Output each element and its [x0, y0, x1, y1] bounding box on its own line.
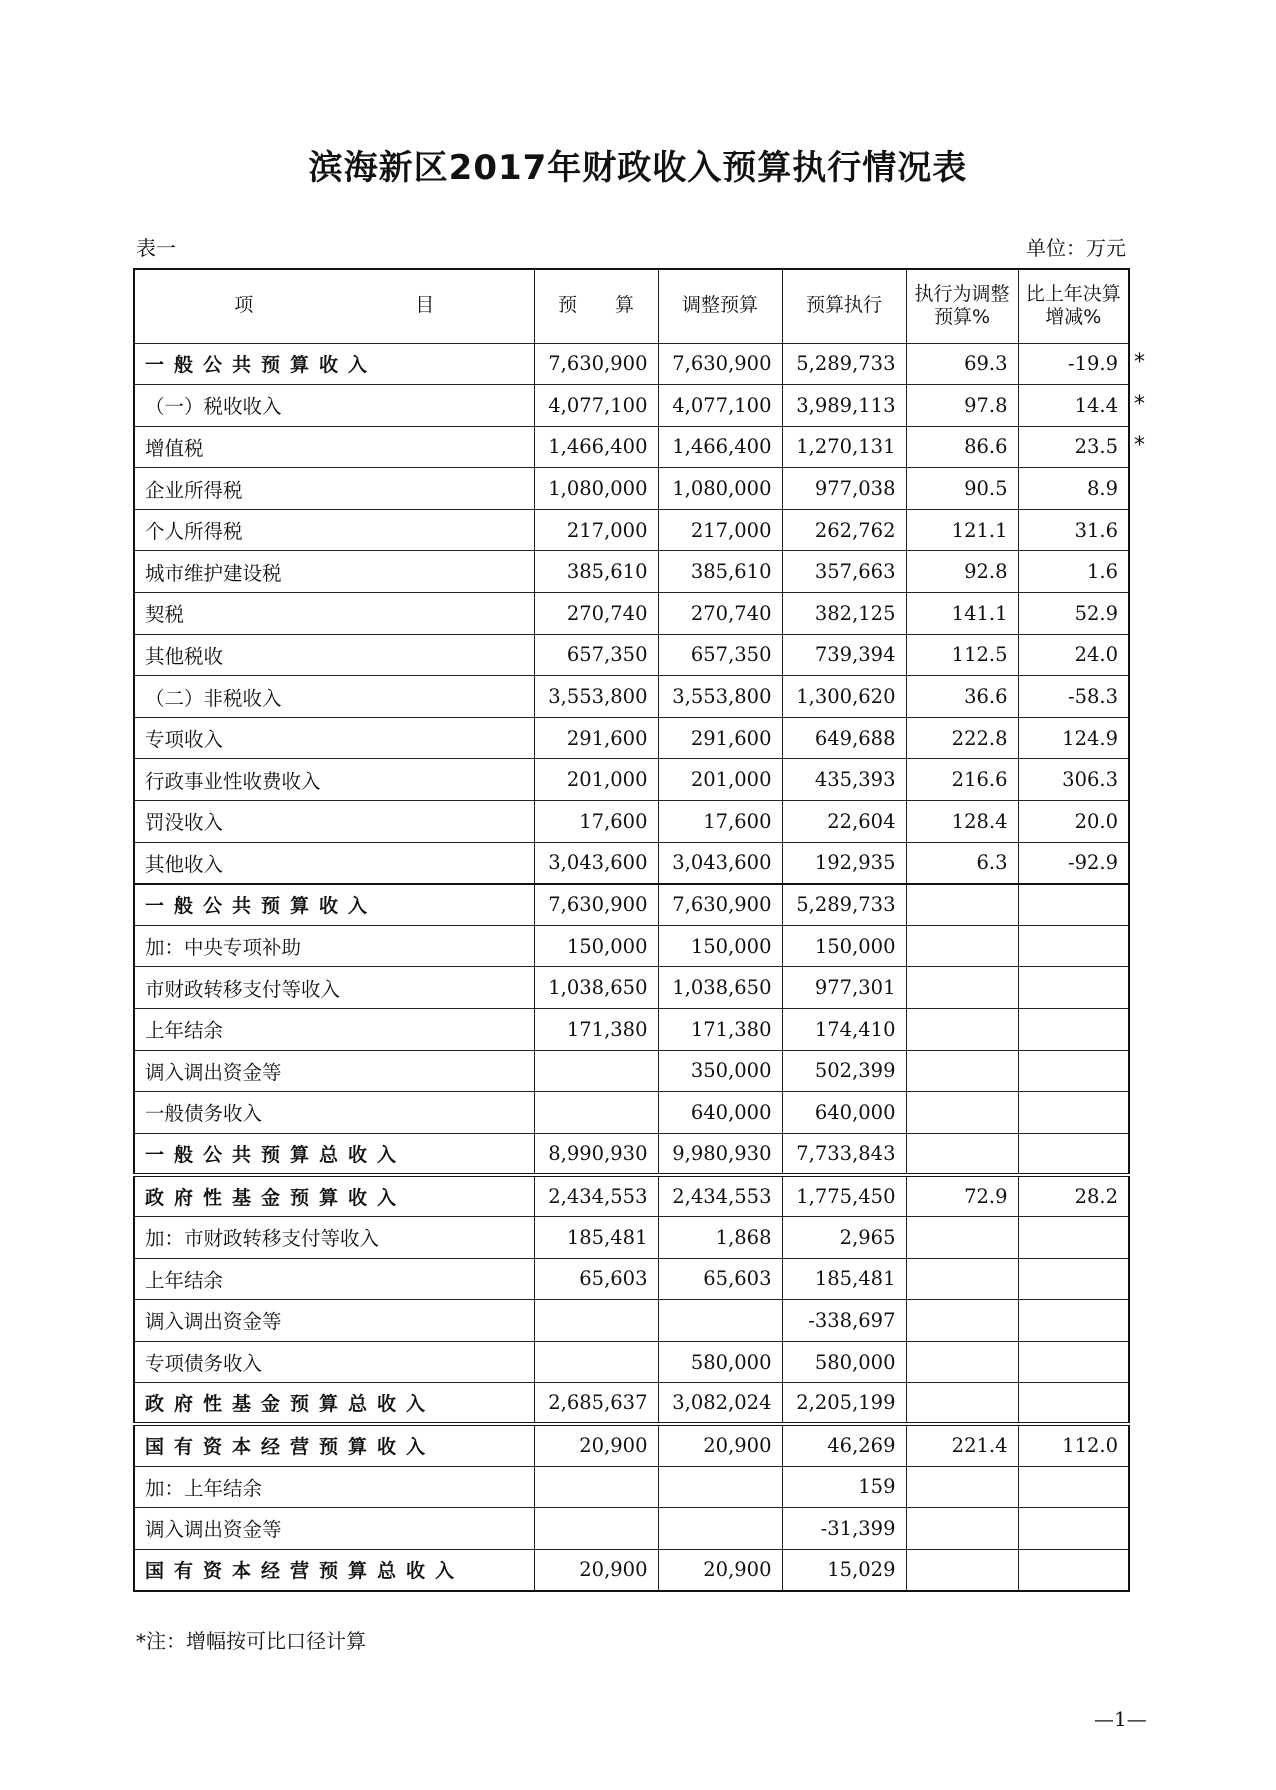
table-row [134, 1300, 1129, 1342]
cell-change: -58.3 [1018, 676, 1129, 718]
cell-adjusted: 171,380 [658, 1009, 782, 1051]
cell-budget: 4,077,100 [534, 385, 658, 427]
page-title: 滨海新区2017年财政收入预算执行情况表 [308, 148, 968, 188]
cell-adjusted: 291,600 [658, 717, 782, 759]
table-row [134, 385, 1129, 427]
row-label: 专项债务收入 [134, 1341, 534, 1383]
table-row [134, 1466, 1129, 1508]
cell-ratio [906, 1508, 1018, 1550]
row-label: 加：上年结余 [134, 1466, 534, 1508]
cell-executed: 977,301 [782, 967, 906, 1009]
row-label: 上年结余 [134, 1009, 534, 1051]
cell-adjusted: 270,740 [658, 593, 782, 635]
cell-adjusted: 9,980,930 [658, 1133, 782, 1175]
table-row [134, 1508, 1129, 1550]
cell-budget: 3,043,600 [534, 842, 658, 884]
table-row [134, 925, 1129, 967]
row-label: 契税 [134, 593, 534, 635]
cell-adjusted: 65,603 [658, 1258, 782, 1300]
cell-ratio [906, 925, 1018, 967]
cell-ratio: 121.1 [906, 509, 1018, 551]
cell-executed: 15,029 [782, 1549, 906, 1591]
table-row [134, 1092, 1129, 1134]
row-label: 加：中央专项补助 [134, 925, 534, 967]
row-label: 一般公共预算总收入 [134, 1133, 534, 1175]
cell-executed: 7,733,843 [782, 1133, 906, 1175]
cell-ratio: 141.1 [906, 593, 1018, 635]
header-executed: 预算执行 [782, 269, 906, 343]
cell-adjusted: 150,000 [658, 925, 782, 967]
cell-budget: 65,603 [534, 1258, 658, 1300]
cell-budget: 7,630,900 [534, 343, 658, 385]
cell-budget: 2,434,553 [534, 1175, 658, 1217]
cell-budget: 20,900 [534, 1549, 658, 1591]
cell-budget: 1,466,400 [534, 426, 658, 468]
budget-table [133, 268, 1130, 1592]
cell-ratio: 6.3 [906, 842, 1018, 884]
cell-ratio [906, 1466, 1018, 1508]
cell-adjusted: 657,350 [658, 634, 782, 676]
cell-ratio: 112.5 [906, 634, 1018, 676]
cell-change [1018, 1133, 1129, 1175]
header-budget: 预 算 [534, 269, 658, 343]
cell-ratio: 36.6 [906, 676, 1018, 718]
cell-executed: 185,481 [782, 1258, 906, 1300]
cell-change [1018, 1092, 1129, 1134]
header-ratio-line2: 预算% [933, 306, 991, 329]
table-row [134, 509, 1129, 551]
cell-budget: 17,600 [534, 801, 658, 843]
cell-adjusted: 580,000 [658, 1341, 782, 1383]
cell-change [1018, 925, 1129, 967]
cell-executed: 46,269 [782, 1424, 906, 1466]
cell-executed: 2,205,199 [782, 1383, 906, 1425]
cell-change [1018, 967, 1129, 1009]
row-label: 其他收入 [134, 842, 534, 884]
row-label: （一）税收收入 [134, 385, 534, 427]
cell-change [1018, 1383, 1129, 1425]
cell-ratio [906, 884, 1018, 926]
row-label: 调入调出资金等 [134, 1300, 534, 1342]
cell-change: 8.9 [1018, 468, 1129, 510]
cell-change [1018, 1341, 1129, 1383]
footnote: *注：增幅按可比口径计算 [136, 1629, 366, 1653]
cell-adjusted [658, 1300, 782, 1342]
cell-budget [534, 1508, 658, 1550]
cell-adjusted: 7,630,900 [658, 884, 782, 926]
cell-budget: 20,900 [534, 1424, 658, 1466]
table-label: 表一 [136, 236, 176, 260]
table-row [134, 1175, 1129, 1217]
table-header-row [134, 269, 1129, 343]
cell-ratio: 216.6 [906, 759, 1018, 801]
cell-budget [534, 1466, 658, 1508]
cell-executed: 5,289,733 [782, 884, 906, 926]
row-label: 城市维护建设税 [134, 551, 534, 593]
cell-ratio: 128.4 [906, 801, 1018, 843]
cell-executed: 977,038 [782, 468, 906, 510]
cell-adjusted: 17,600 [658, 801, 782, 843]
cell-change [1018, 1009, 1129, 1051]
cell-ratio [906, 1549, 1018, 1591]
cell-executed: 150,000 [782, 925, 906, 967]
table-row [134, 717, 1129, 759]
table-row [134, 634, 1129, 676]
cell-adjusted: 4,077,100 [658, 385, 782, 427]
cell-executed: 640,000 [782, 1092, 906, 1134]
row-label: 国有资本经营预算总收入 [134, 1549, 534, 1591]
comparable-basis-marker: * [1134, 350, 1145, 375]
cell-ratio: 90.5 [906, 468, 1018, 510]
cell-budget [534, 1092, 658, 1134]
table-row [134, 343, 1129, 385]
cell-budget: 270,740 [534, 593, 658, 635]
table-row [134, 1383, 1129, 1425]
cell-executed: 739,394 [782, 634, 906, 676]
row-label: 专项收入 [134, 717, 534, 759]
row-label: 企业所得税 [134, 468, 534, 510]
cell-ratio [906, 1133, 1018, 1175]
cell-ratio: 97.8 [906, 385, 1018, 427]
cell-budget [534, 1050, 658, 1092]
cell-executed: 1,270,131 [782, 426, 906, 468]
cell-budget: 201,000 [534, 759, 658, 801]
row-label: 罚没收入 [134, 801, 534, 843]
cell-ratio [906, 1216, 1018, 1258]
cell-ratio [906, 1258, 1018, 1300]
table-row [134, 967, 1129, 1009]
cell-budget: 171,380 [534, 1009, 658, 1051]
row-label: 调入调出资金等 [134, 1050, 534, 1092]
cell-change: 31.6 [1018, 509, 1129, 551]
cell-ratio: 92.8 [906, 551, 1018, 593]
cell-ratio [906, 1300, 1018, 1342]
cell-adjusted: 1,080,000 [658, 468, 782, 510]
header-change [1018, 269, 1129, 343]
table-row [134, 1341, 1129, 1383]
cell-change: 52.9 [1018, 593, 1129, 635]
cell-budget: 8,990,930 [534, 1133, 658, 1175]
cell-ratio [906, 967, 1018, 1009]
cell-adjusted: 350,000 [658, 1050, 782, 1092]
cell-ratio: 222.8 [906, 717, 1018, 759]
cell-adjusted: 217,000 [658, 509, 782, 551]
row-label: 一般公共预算收入 [134, 343, 534, 385]
cell-change: -19.9 [1018, 343, 1129, 385]
cell-change: -92.9 [1018, 842, 1129, 884]
cell-budget: 1,038,650 [534, 967, 658, 1009]
cell-adjusted: 1,868 [658, 1216, 782, 1258]
table-row [134, 801, 1129, 843]
table-row [134, 1009, 1129, 1051]
table-row [134, 468, 1129, 510]
cell-executed: 1,775,450 [782, 1175, 906, 1217]
header-item [134, 269, 534, 343]
cell-budget: 657,350 [534, 634, 658, 676]
cell-ratio [906, 1092, 1018, 1134]
cell-executed: 1,300,620 [782, 676, 906, 718]
table-row [134, 884, 1129, 926]
table-row [134, 1549, 1129, 1591]
cell-ratio [906, 1050, 1018, 1092]
cell-executed: 435,393 [782, 759, 906, 801]
table-row [134, 1133, 1129, 1175]
row-label: 其他税收 [134, 634, 534, 676]
cell-budget: 150,000 [534, 925, 658, 967]
cell-change [1018, 1050, 1129, 1092]
table-row [134, 676, 1129, 718]
cell-executed: 580,000 [782, 1341, 906, 1383]
header-ratio-line1: 执行为调整 [914, 282, 1010, 305]
cell-executed: 159 [782, 1466, 906, 1508]
cell-adjusted: 201,000 [658, 759, 782, 801]
table-row [134, 1258, 1129, 1300]
cell-change: 1.6 [1018, 551, 1129, 593]
row-label: 一般债务收入 [134, 1092, 534, 1134]
table-row [134, 1216, 1129, 1258]
table-row [134, 1050, 1129, 1092]
cell-budget: 385,610 [534, 551, 658, 593]
cell-change [1018, 1258, 1129, 1300]
cell-change [1018, 884, 1129, 926]
cell-adjusted: 3,082,024 [658, 1383, 782, 1425]
table-row [134, 842, 1129, 884]
row-label: （二）非税收入 [134, 676, 534, 718]
cell-budget [534, 1341, 658, 1383]
row-label: 一般公共预算收入 [134, 884, 534, 926]
cell-executed: 357,663 [782, 551, 906, 593]
table-row [134, 759, 1129, 801]
row-label: 国有资本经营预算收入 [134, 1424, 534, 1466]
cell-budget [534, 1300, 658, 1342]
cell-budget: 3,553,800 [534, 676, 658, 718]
cell-adjusted: 3,043,600 [658, 842, 782, 884]
cell-budget: 1,080,000 [534, 468, 658, 510]
cell-adjusted: 1,466,400 [658, 426, 782, 468]
cell-budget: 185,481 [534, 1216, 658, 1258]
cell-adjusted: 7,630,900 [658, 343, 782, 385]
row-label: 行政事业性收费收入 [134, 759, 534, 801]
cell-adjusted: 385,610 [658, 551, 782, 593]
unit-label: 单位：万元 [1026, 236, 1126, 260]
cell-budget: 7,630,900 [534, 884, 658, 926]
cell-executed: 649,688 [782, 717, 906, 759]
cell-executed: 502,399 [782, 1050, 906, 1092]
cell-adjusted: 3,553,800 [658, 676, 782, 718]
row-label: 市财政转移支付等收入 [134, 967, 534, 1009]
cell-executed: -31,399 [782, 1508, 906, 1550]
header-change-line1: 比上年决算 [1025, 282, 1121, 305]
cell-change: 23.5 [1018, 426, 1129, 468]
cell-change: 20.0 [1018, 801, 1129, 843]
cell-change: 124.9 [1018, 717, 1129, 759]
cell-adjusted [658, 1466, 782, 1508]
cell-change: 112.0 [1018, 1424, 1129, 1466]
cell-adjusted [658, 1508, 782, 1550]
cell-change: 24.0 [1018, 634, 1129, 676]
cell-executed: 5,289,733 [782, 343, 906, 385]
cell-change [1018, 1300, 1129, 1342]
row-label: 调入调出资金等 [134, 1508, 534, 1550]
cell-executed: 192,935 [782, 842, 906, 884]
row-label: 上年结余 [134, 1258, 534, 1300]
cell-ratio: 86.6 [906, 426, 1018, 468]
cell-change [1018, 1508, 1129, 1550]
cell-adjusted: 2,434,553 [658, 1175, 782, 1217]
cell-adjusted: 20,900 [658, 1549, 782, 1591]
table-row [134, 593, 1129, 635]
comparable-basis-marker: * [1134, 391, 1145, 417]
cell-executed: 3,989,113 [782, 385, 906, 427]
cell-change [1018, 1466, 1129, 1508]
cell-budget: 2,685,637 [534, 1383, 658, 1425]
cell-ratio [906, 1009, 1018, 1051]
cell-change: 306.3 [1018, 759, 1129, 801]
cell-ratio [906, 1383, 1018, 1425]
row-label: 加：市财政转移支付等收入 [134, 1216, 534, 1258]
cell-executed: 2,965 [782, 1216, 906, 1258]
cell-ratio: 221.4 [906, 1424, 1018, 1466]
header-ratio [906, 269, 1018, 343]
row-label: 政府性基金预算总收入 [134, 1383, 534, 1425]
cell-executed: 174,410 [782, 1009, 906, 1051]
cell-change: 28.2 [1018, 1175, 1129, 1217]
cell-adjusted: 1,038,650 [658, 967, 782, 1009]
cell-change: 14.4 [1018, 385, 1129, 427]
row-label: 个人所得税 [134, 509, 534, 551]
cell-executed: -338,697 [782, 1300, 906, 1342]
header-item-b: 目 [415, 294, 435, 317]
cell-executed: 22,604 [782, 801, 906, 843]
cell-executed: 382,125 [782, 593, 906, 635]
page-number: —1— [1094, 1707, 1147, 1731]
cell-change [1018, 1216, 1129, 1258]
cell-executed: 262,762 [782, 509, 906, 551]
row-label: 政府性基金预算收入 [134, 1175, 534, 1217]
header-adjusted: 调整预算 [658, 269, 782, 343]
cell-ratio: 72.9 [906, 1175, 1018, 1217]
comparable-basis-marker: * [1134, 433, 1145, 459]
header-item-a: 项 [234, 294, 254, 317]
cell-change [1018, 1549, 1129, 1591]
header-change-line2: 增减% [1045, 306, 1102, 329]
table-row [134, 426, 1129, 468]
cell-budget: 217,000 [534, 509, 658, 551]
cell-ratio: 69.3 [906, 343, 1018, 385]
cell-budget: 291,600 [534, 717, 658, 759]
cell-adjusted: 640,000 [658, 1092, 782, 1134]
table-row [134, 551, 1129, 593]
row-label: 增值税 [134, 426, 534, 468]
cell-ratio [906, 1341, 1018, 1383]
cell-adjusted: 20,900 [658, 1424, 782, 1466]
table-row [134, 1424, 1129, 1466]
